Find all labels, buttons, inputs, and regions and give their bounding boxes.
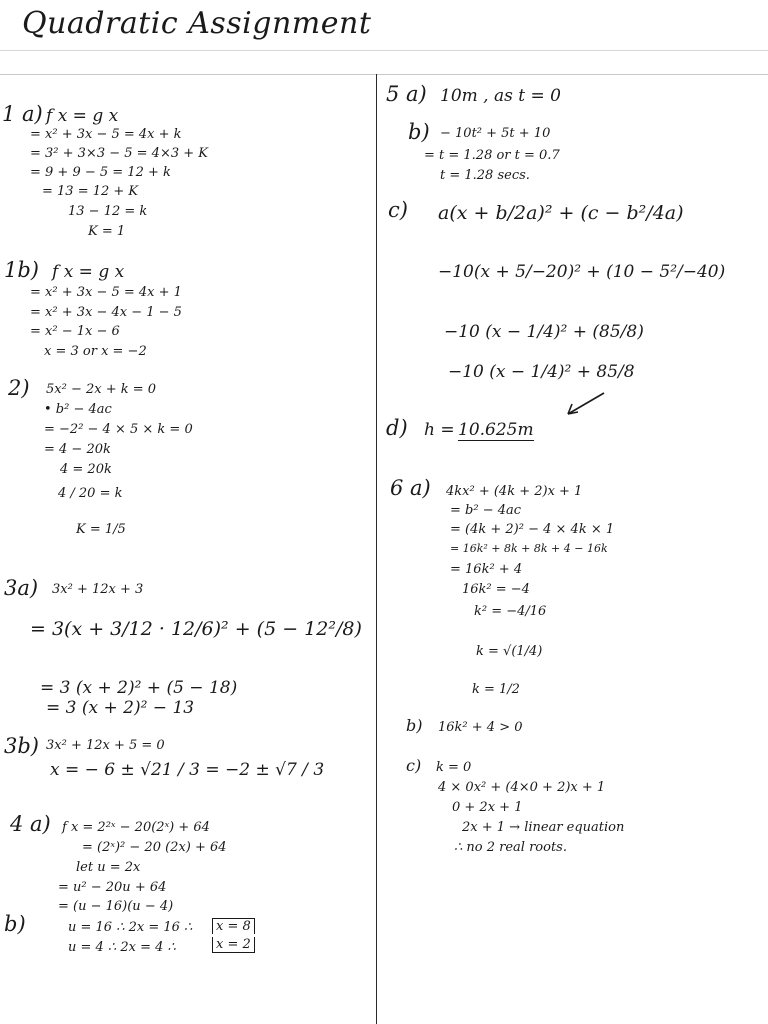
q1a-line: f x = g x (46, 106, 119, 126)
q1b-line: x = 3 or x = −2 (44, 344, 147, 359)
q2-line: = −2² − 4 × 5 × k = 0 (44, 422, 193, 437)
q2-line: 5x² − 2x + k = 0 (46, 382, 157, 397)
q6c-line: 4 × 0x² + (4×0 + 2)x + 1 (438, 780, 606, 795)
q5b-line: − 10t² + 5t + 10 (440, 126, 551, 141)
q5c-line: −10(x + 5/−20)² + (10 − 5²/−40) (438, 262, 726, 282)
q6a-line: 16k² = −4 (462, 582, 530, 597)
q3a-line: = 3 (x + 2)² − 13 (46, 698, 195, 718)
q6b-label: b) (406, 716, 423, 735)
q5c-line: a(x + b/2a)² + (c − b²/4a) (438, 202, 684, 224)
q5c-label: c) (388, 198, 408, 222)
q2-label: 2) (8, 376, 30, 400)
q6b-text: 16k² + 4 > 0 (438, 720, 523, 735)
q4a-line: = (2ˣ)² − 20 (2x) + 64 (82, 840, 227, 855)
q6c-line: ∴ no 2 real roots. (454, 840, 567, 855)
page-title: Quadratic Assignment (22, 6, 372, 41)
q4b-line: u = 4 ∴ 2x = 4 ∴ (68, 940, 176, 955)
q1b-line: = x² + 3x − 5 = 4x + 1 (30, 285, 182, 300)
q6a-line: 4kx² + (4k + 2)x + 1 (446, 484, 583, 499)
q1a-line: = 13 = 12 + K (42, 184, 139, 199)
q3a-line: = 3 (x + 2)² + (5 − 18) (40, 678, 238, 698)
q6a-label: 6 a) (390, 476, 431, 500)
q4a-line: f x = 2²ˣ − 20(2ˣ) + 64 (62, 820, 210, 835)
q5a-label: 5 a) (386, 82, 427, 106)
q5b-line: = t = 1.28 or t = 0.7 (424, 148, 560, 163)
q6c-line: k = 0 (436, 760, 472, 775)
q6a-line: k = 1/2 (472, 682, 520, 697)
arrow-icon (560, 390, 610, 418)
q5b-line: t = 1.28 secs. (440, 168, 530, 183)
q1b-line: = x² − 1x − 6 (30, 324, 120, 339)
q2-line: = 4 − 20k (44, 442, 111, 457)
q1a-line: K = 1 (88, 224, 126, 239)
q6a-line: = 16k² + 4 (450, 562, 523, 577)
q6a-line: = b² − 4ac (450, 503, 522, 518)
q4a-line: = u² − 20u + 64 (58, 880, 167, 895)
q4a-label: 4 a) (10, 812, 51, 836)
q5b-label: b) (408, 120, 430, 144)
q4b-label: b) (4, 912, 26, 936)
q4a-line: = (u − 16)(u − 4) (58, 899, 174, 914)
q3a-line: 3x² + 12x + 3 (52, 582, 144, 597)
q5c-line: −10 (x − 1/4)² + (85/8) (444, 322, 644, 342)
q3b-line: x = − 6 ± √21 / 3 = −2 ± √7 / 3 (50, 760, 325, 780)
q1a-line: = 3² + 3×3 − 5 = 4×3 + K (30, 146, 208, 161)
q6a-line: k² = −4/16 (474, 604, 547, 619)
q5d-answer: 10.625m (458, 420, 534, 440)
q6a-line: = 16k² + 8k + 8k + 4 − 16k (450, 542, 608, 555)
q4b-answer: x = 8 (212, 918, 255, 934)
q4b-line: u = 16 ∴ 2x = 16 ∴ (68, 920, 193, 935)
q6c-line: 2x + 1 → linear equation (462, 820, 625, 835)
q1a-label: 1 a) (2, 102, 43, 126)
q3b-line: 3x² + 12x + 5 = 0 (46, 738, 165, 753)
q2-line: K = 1/5 (76, 522, 126, 537)
q1a-line: = 9 + 9 − 5 = 12 + k (30, 165, 171, 180)
q5d-text: h = (424, 420, 455, 440)
q6c-label: c) (406, 756, 422, 775)
q2-line: 4 = 20k (60, 462, 112, 477)
q6c-line: 0 + 2x + 1 (452, 800, 523, 815)
q1a-line: = x² + 3x − 5 = 4x + k (30, 127, 182, 142)
q3b-label: 3b) (4, 734, 39, 758)
ruled-line (0, 74, 768, 75)
ruled-line (0, 50, 768, 51)
q1a-line: 13 − 12 = k (68, 204, 148, 219)
q5d-label: d) (386, 416, 408, 440)
q4a-line: let u = 2x (76, 860, 141, 875)
q3a-line: = 3(x + 3/12 · 12/6)² + (5 − 12²/8) (30, 618, 362, 640)
q5c-line: −10 (x − 1/4)² + 85/8 (448, 362, 635, 382)
column-divider (376, 74, 377, 1024)
q4b-answer: x = 2 (212, 937, 255, 953)
q6a-line: = (4k + 2)² − 4 × 4k × 1 (450, 522, 615, 537)
q1b-line: f x = g x (52, 262, 125, 282)
q2-line: • b² − 4ac (44, 402, 112, 417)
q2-line: 4 / 20 = k (58, 486, 123, 501)
q1b-line: = x² + 3x − 4x − 1 − 5 (30, 305, 182, 320)
q6a-line: k = √(1/4) (476, 644, 543, 659)
q5a-text: 10m , as t = 0 (440, 86, 561, 106)
q3a-label: 3a) (4, 576, 39, 600)
q1b-label: 1b) (4, 258, 39, 282)
